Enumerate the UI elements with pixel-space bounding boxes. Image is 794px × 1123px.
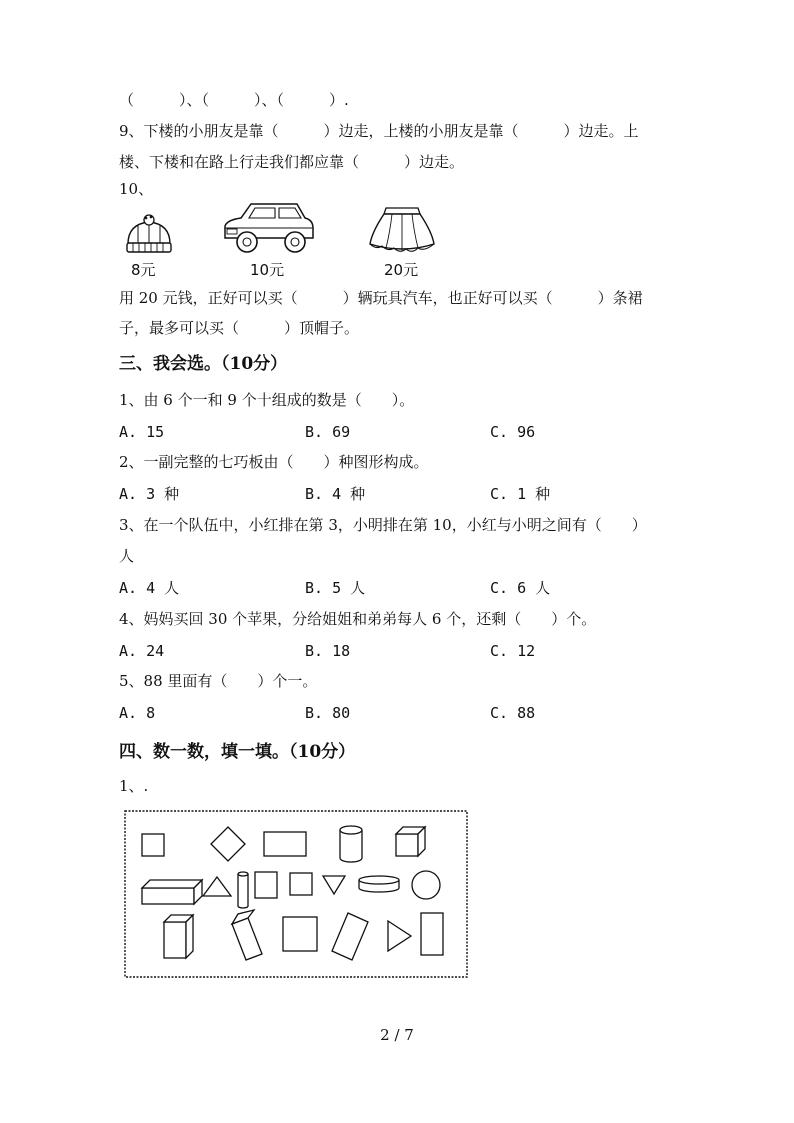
rectangle-shape xyxy=(264,832,306,856)
s3-q2-option-b: B. 4 种 xyxy=(305,485,366,503)
s3-q2-option-a: A. 3 种 xyxy=(119,485,180,503)
s3-question-3: 3、在一个队伍中，小红排在第 3，小明排在第 10，小红与小明之间有（ ） xyxy=(119,516,647,534)
s3-q3-option-a: A. 4 人 xyxy=(119,579,180,597)
s3-question-1: 1、由 6 个一和 9 个十组成的数是（ ）。 xyxy=(119,391,415,409)
s3-q5-option-c: C. 88 xyxy=(490,704,536,722)
s3-q4-option-c: C. 12 xyxy=(490,642,536,660)
s3-q1-option-c: C. 96 xyxy=(490,423,536,441)
hat-price: 8元 xyxy=(131,261,156,279)
tall-cuboid-shape xyxy=(164,915,193,958)
circle-shape xyxy=(412,871,440,899)
s3-question-4: 4、妈妈买回 30 个苹果，分给姐姐和弟弟每人 6 个，还剩（ ）个。 xyxy=(119,610,597,628)
square-shape xyxy=(142,834,164,856)
s3-q1-option-b: B. 69 xyxy=(305,423,351,441)
s3-question-5: 5、88 里面有（ ）个一。 xyxy=(119,672,318,690)
car-price: 10元 xyxy=(250,261,285,279)
skirt-price: 20元 xyxy=(384,261,419,279)
s3-q5-option-b: B. 80 xyxy=(305,704,351,722)
tall-rectangle-shape xyxy=(421,913,443,955)
square-shape xyxy=(283,917,317,951)
page-number: 2 / 7 xyxy=(380,1026,414,1044)
s4-question-1: 1、. xyxy=(119,777,149,795)
s3-q4-option-a: A. 24 xyxy=(119,642,165,660)
s3-q4-option-b: B. 18 xyxy=(305,642,351,660)
s3-q5-option-a: A. 8 xyxy=(119,704,156,722)
blank-line: （ ）、（ ）、（ ）. xyxy=(119,91,349,109)
question-10-label: 10、 xyxy=(119,180,154,198)
cuboid-shape xyxy=(142,880,202,904)
toy-car-icon xyxy=(219,200,317,256)
cube-shape xyxy=(396,827,425,856)
s3-q1-option-a: A. 15 xyxy=(119,423,165,441)
s3-q3-option-b: B. 5 人 xyxy=(305,579,366,597)
question-10-line-1: 用 20 元钱，正好可以买（ ）辆玩具汽车，也正好可以买（ ）条裙 xyxy=(119,289,643,307)
question-9-line-2: 楼、下楼和在路上行走我们都应靠（ ）边走。 xyxy=(119,153,465,171)
s3-q3-option-c: C. 6 人 xyxy=(490,579,551,597)
section-4-heading: 四、数一数，填一填。（10分） xyxy=(119,742,356,762)
s3-question-3-cont: 人 xyxy=(119,547,135,565)
flat-cylinder-shape xyxy=(359,876,399,892)
shapes-figure xyxy=(124,810,468,978)
cylinder-shape xyxy=(340,826,362,862)
s3-question-2: 2、一副完整的七巧板由（ ）种图形构成。 xyxy=(119,453,429,471)
thin-cylinder-shape xyxy=(238,872,248,908)
rectangle-shape xyxy=(255,872,277,898)
question-10-line-2: 子，最多可以买（ ）顶帽子。 xyxy=(119,319,360,337)
section-3-heading: 三、我会选。（10分） xyxy=(119,354,288,374)
s3-q2-option-c: C. 1 种 xyxy=(490,485,551,503)
question-9-line-1: 9、下楼的小朋友是靠（ ）边走，上楼的小朋友是靠（ ）边走。上 xyxy=(119,122,639,140)
hat-icon xyxy=(124,212,174,256)
square-shape xyxy=(290,873,312,895)
skirt-icon xyxy=(366,204,438,256)
